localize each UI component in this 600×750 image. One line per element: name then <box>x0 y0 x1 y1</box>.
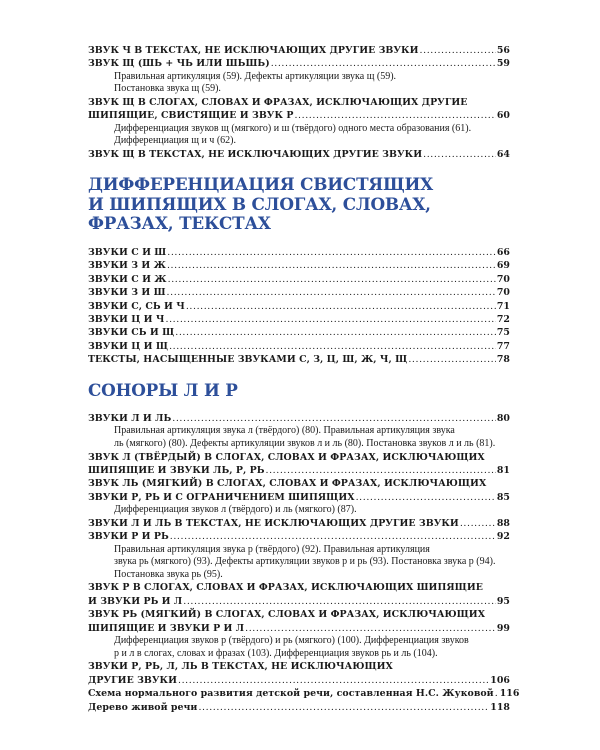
toc-page-number: 75 <box>496 327 510 339</box>
toc-entry-title: ЗВУКИ СЬ И Щ <box>88 327 175 339</box>
leader-dots <box>167 259 496 272</box>
toc-page-number: 118 <box>490 701 510 713</box>
toc-page-number: 59 <box>496 58 510 70</box>
toc-entry-title: ЗВУК ЛЬ (МЯГКИЙ) В СЛОГАХ, СЛОВАХ И ФРАЗАХ, ИСКЛЮЧАЮЩИХ <box>88 478 487 490</box>
toc-entry-title: ЗВУКИ З И Ж <box>88 260 166 272</box>
toc-entry[interactable] <box>88 530 510 543</box>
toc-subentry: Дифференциация звуков л (твёрдого) и ль (мягкого) (87). <box>114 504 357 516</box>
toc-entry-line2[interactable] <box>88 109 510 122</box>
leader-dots <box>168 273 496 286</box>
toc-page-number: 66 <box>496 246 510 258</box>
toc-entry-title: ЗВУКИ Р И РЬ <box>88 531 169 543</box>
toc-entry[interactable] <box>88 412 510 425</box>
toc-page-number: 70 <box>496 287 510 299</box>
toc-entry-title: ЗВУК Ч В ТЕКСТАХ, НЕ ИСКЛЮЧАЮЩИХ ДРУГИЕ ЗВУКИ <box>88 45 419 56</box>
toc-entry-line1[interactable] <box>88 660 510 673</box>
toc-page-number: 60 <box>496 110 510 122</box>
section-heading <box>88 381 510 401</box>
section-heading-line: СОНОРЫ Л И Р <box>88 379 238 400</box>
toc-entry[interactable] <box>88 300 510 313</box>
toc-subentry: Правильная артикуляция звука р (твёрдого) (92). Правильная артикуляция <box>114 543 430 555</box>
toc-subentry: Дифференциация щ и ч (62). <box>114 135 236 147</box>
leader-dots <box>169 340 496 353</box>
toc-entry-line1[interactable] <box>88 451 510 464</box>
section-heading <box>88 175 510 234</box>
toc-subentry: Дифференциация звуков щ (мягкого) и ш (твёрдого) одного места образования (61). <box>114 122 472 134</box>
toc-entry[interactable] <box>88 517 510 530</box>
leader-dots <box>294 109 495 122</box>
leader-dots <box>420 44 496 57</box>
toc-subentry: Правильная артикуляция (59). Дефекты артикуляции звука щ (59). <box>114 70 397 82</box>
toc-page-number: 95 <box>496 595 510 607</box>
leader-dots <box>423 148 496 161</box>
toc-entry[interactable] <box>88 44 510 57</box>
toc-entry-title: ШИПЯЩИЕ И ЗВУКИ Р И Л <box>88 622 245 634</box>
toc-page-number: 116 <box>499 688 520 700</box>
toc-entry[interactable] <box>88 340 510 353</box>
toc-entry-line1[interactable] <box>88 96 510 109</box>
toc-page-number: 80 <box>496 413 510 425</box>
toc-entry-title: ЗВУКИ Ц И Ч <box>88 313 165 325</box>
leader-dots <box>408 353 496 366</box>
leader-dots <box>198 701 489 714</box>
toc-entry-title: ЗВУКИ С, СЬ И Ч <box>88 300 185 312</box>
leader-dots <box>167 286 496 299</box>
leader-dots <box>495 687 499 700</box>
toc-entry-line1[interactable] <box>88 477 510 490</box>
toc-entry-title: ЗВУК РЬ (МЯГКИЙ) В СЛОГАХ, СЛОВАХ И ФРАЗАХ, ИСКЛЮЧАЮЩИХ <box>88 609 486 621</box>
toc-entry[interactable] <box>88 259 510 272</box>
leader-dots <box>356 491 496 504</box>
toc-entry[interactable] <box>88 313 510 326</box>
toc-entry-title: ЗВУКИ Л И ЛЬ В ТЕКСТАХ, НЕ ИСКЛЮЧАЮЩИХ ДРУГИЕ ЗВУКИ <box>88 517 459 529</box>
leader-dots <box>245 622 496 635</box>
toc-entry-title: И ЗВУКИ РЬ И Л <box>88 595 183 607</box>
toc-subentry: Постановка звука рь (95). <box>114 568 223 580</box>
toc-entry-title: ЗВУКИ Р, РЬ, Л, ЛЬ В ТЕКСТАХ, НЕ ИСКЛЮЧАЮЩИХ <box>88 661 393 673</box>
toc-entry-line2[interactable] <box>88 595 510 608</box>
toc-entry[interactable] <box>88 273 510 286</box>
toc-page-number: 70 <box>496 273 510 285</box>
leader-dots <box>178 674 489 687</box>
toc-entry-title: ЗВУК Щ (ШЬ + ЧЬ ИЛИ ШЬШЬ) <box>88 58 270 70</box>
toc-subentry: Правильная артикуляция звука л (твёрдого) (80). Правильная артикуляция звука <box>114 425 455 437</box>
toc-entry-title: ШИПЯЩИЕ И ЗВУКИ ЛЬ, Р, РЬ <box>88 465 265 477</box>
toc-subentry: Постановка звука щ (59). <box>114 83 221 95</box>
toc-entry-line2[interactable] <box>88 674 510 687</box>
toc-entry-title: ЗВУКИ З И Ш <box>88 287 166 299</box>
toc-entry-title: Схема нормального развития детской речи, составленная Н.С. Жуковой <box>88 688 494 700</box>
toc-entry[interactable] <box>88 148 510 161</box>
toc-entry-title: ЗВУК Р В СЛОГАХ, СЛОВАХ И ФРАЗАХ, ИСКЛЮЧАЮЩИХ ШИПЯЩИЕ <box>88 582 483 594</box>
toc-page-number: 88 <box>496 517 510 529</box>
toc-page-number: 69 <box>496 260 510 272</box>
toc-entry[interactable] <box>88 246 510 259</box>
toc-entry-title: ЗВУК Л (ТВЁРДЫЙ) В СЛОГАХ, СЛОВАХ И ФРАЗАХ, ИСКЛЮЧАЮЩИХ <box>88 451 485 463</box>
leader-dots <box>271 57 496 70</box>
leader-dots <box>170 530 496 543</box>
leader-dots <box>167 246 496 259</box>
toc-entry-title: ЗВУКИ С И Ш <box>88 246 167 258</box>
toc-entry[interactable] <box>88 701 510 714</box>
toc-entry-title: ТЕКСТЫ, НАСЫЩЕННЫЕ ЗВУКАМИ С, З, Ц, Ш, Ж, Ч, Щ <box>88 354 408 366</box>
toc-page-number: 78 <box>496 354 510 366</box>
leader-dots <box>183 595 496 608</box>
toc-entry-title: ШИПЯЩИЕ, СВИСТЯЩИЕ И ЗВУК Р <box>88 110 294 122</box>
toc-subentry: ль (мягкого) (80). Дефекты артикуляции звуков л и ль (80). Постановка звуков л и ль (81). <box>114 438 496 450</box>
section-heading-line: ДИФФЕРЕНЦИАЦИЯ СВИСТЯЩИХ <box>88 174 433 195</box>
toc-entry-line1[interactable] <box>88 608 510 621</box>
toc-entry-line2[interactable] <box>88 622 510 635</box>
toc-page-number: 64 <box>496 149 510 160</box>
toc-subentry: звука рь (мягкого) (93). Дефекты артикуляции звуков р и рь (93). Постановка звука р (94). <box>114 556 496 568</box>
toc-entry-title: ЗВУКИ Р, РЬ И С ОГРАНИЧЕНИЕМ ШИПЯЩИХ <box>88 491 355 503</box>
toc-page-number: 71 <box>496 300 510 312</box>
toc-entry[interactable] <box>88 57 510 70</box>
toc-entry-title: ЗВУКИ Л И ЛЬ <box>88 413 172 425</box>
toc-subentry: р и л в слогах, словах и фразах (103). Дифференциация звуков рь и ль (104). <box>114 647 438 659</box>
toc-entry-title: Дерево живой речи <box>88 701 198 713</box>
toc-page-number: 77 <box>496 340 510 352</box>
toc-entry[interactable] <box>88 286 510 299</box>
toc-entry-title: ЗВУК Щ В СЛОГАХ, СЛОВАХ И ФРАЗАХ, ИСКЛЮЧАЮЩИХ ДРУГИЕ <box>88 97 468 108</box>
toc-page-number: 72 <box>496 313 510 325</box>
toc-page-number: 99 <box>496 622 510 634</box>
toc-entry-title: ЗВУК Щ В ТЕКСТАХ, НЕ ИСКЛЮЧАЮЩИХ ДРУГИЕ ЗВУКИ <box>88 149 423 160</box>
section-heading-line: И ШИПЯЩИХ В СЛОГАХ, СЛОВАХ, ФРАЗАХ, ТЕКСТАХ <box>88 193 431 234</box>
toc-page-number: 92 <box>496 531 510 543</box>
toc-entry-title: ДРУГИЕ ЗВУКИ <box>88 674 178 686</box>
toc-entry-line2[interactable] <box>88 491 510 504</box>
toc-subentry: Дифференциация звуков р (твёрдого) и рь (мягкого) (100). Дифференциация звуков <box>114 635 469 647</box>
toc-entry[interactable] <box>88 326 510 339</box>
toc-page-number: 81 <box>496 465 510 477</box>
toc-page-number: 106 <box>490 674 510 686</box>
leader-dots <box>186 300 496 313</box>
leader-dots <box>166 313 496 326</box>
toc-entry-line1[interactable] <box>88 581 510 594</box>
leader-dots <box>460 517 496 530</box>
toc-entry-line2[interactable] <box>88 464 510 477</box>
toc-entry-title: ЗВУКИ С И Ж <box>88 273 167 285</box>
leader-dots <box>175 326 496 339</box>
toc-page-number: 85 <box>496 491 510 503</box>
toc-entry[interactable] <box>88 687 520 700</box>
toc-page-number: 56 <box>496 45 510 56</box>
leader-dots <box>266 464 496 477</box>
leader-dots <box>172 412 496 425</box>
toc-entry-title: ЗВУКИ Ц И Щ <box>88 340 169 352</box>
toc-entry[interactable] <box>88 353 510 366</box>
